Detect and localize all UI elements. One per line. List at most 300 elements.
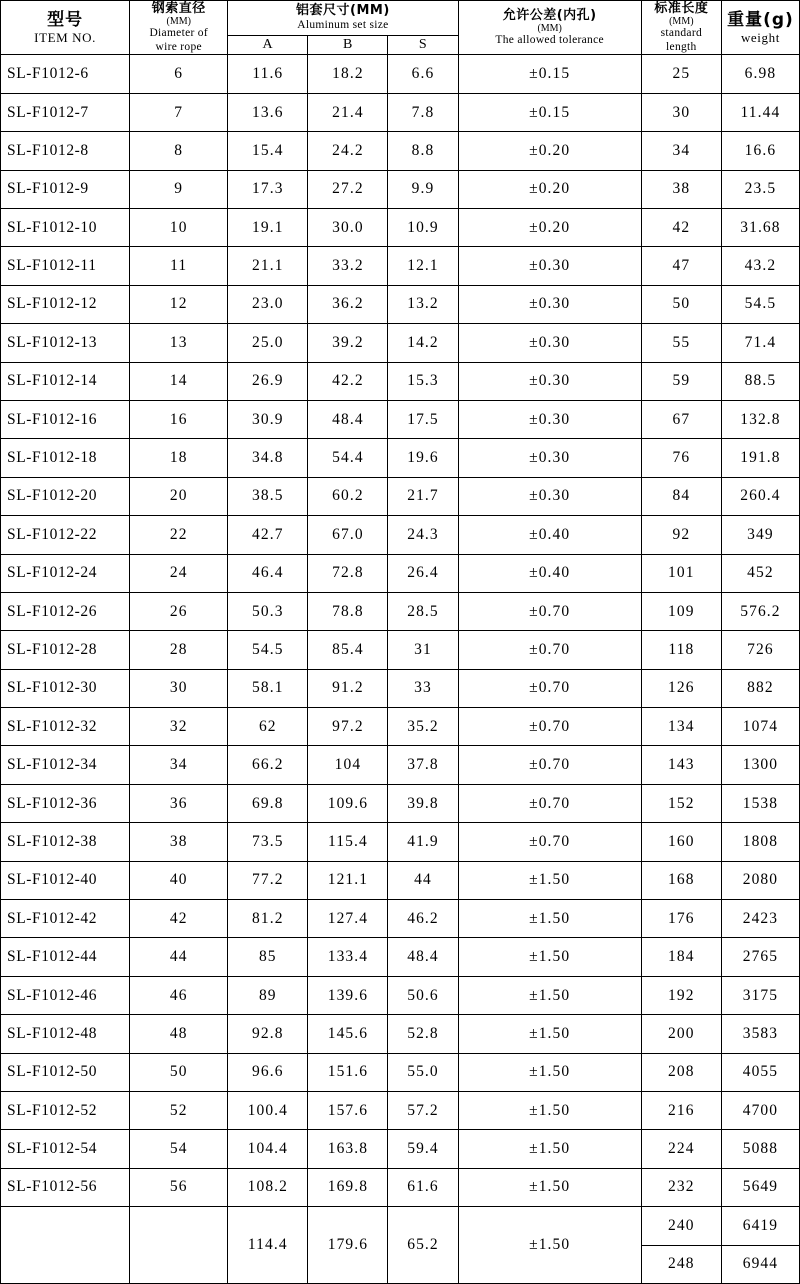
cell-dim-b: 67.0: [308, 516, 388, 554]
cell-dim-b: 179.6: [308, 1207, 388, 1284]
cell-item-no: SL-F1012-13: [1, 324, 130, 362]
cell-tolerance: ±0.70: [458, 669, 641, 707]
cell-dim-b: 78.8: [308, 592, 388, 630]
cell-wire-diameter: 56: [130, 1168, 228, 1206]
cell-item-no: SL-F1012-40: [1, 861, 130, 899]
cell-tolerance: ±1.50: [458, 1015, 641, 1053]
cell-item-no: SL-F1012-42: [1, 900, 130, 938]
cell-standard-length: 184: [641, 938, 721, 976]
cell-wire-diameter: 12: [130, 285, 228, 323]
cell-dim-s: 48.4: [388, 938, 458, 976]
cell-dim-a: 42.7: [228, 516, 308, 554]
cell-wire-diameter: 22: [130, 516, 228, 554]
cell-item-no: SL-F1012-50: [1, 1053, 130, 1091]
header-dim-b: B: [308, 35, 388, 55]
cell-wire-diameter: 24: [130, 554, 228, 592]
cell-dim-a: 25.0: [228, 324, 308, 362]
header-dim-s: S: [388, 35, 458, 55]
cell-standard-length: 192: [641, 976, 721, 1014]
cell-tolerance: ±0.70: [458, 784, 641, 822]
cell-wire-diameter: 38: [130, 823, 228, 861]
cell-weight: 260.4: [721, 477, 799, 515]
cell-dim-a: 104.4: [228, 1130, 308, 1168]
cell-dim-s: 41.9: [388, 823, 458, 861]
table-row: [1, 708, 800, 746]
cell-item-no: SL-F1012-26: [1, 592, 130, 630]
cell-tolerance: ±0.15: [458, 55, 641, 93]
cell-tolerance: ±0.70: [458, 708, 641, 746]
cell-standard-length: 134: [641, 708, 721, 746]
cell-wire-diameter: 34: [130, 746, 228, 784]
cell-dim-b: 121.1: [308, 861, 388, 899]
cell-standard-length: 50: [641, 285, 721, 323]
cell-weight: 54.5: [721, 285, 799, 323]
cell-item-no: SL-F1012-32: [1, 708, 130, 746]
cell-wire-diameter: 42: [130, 900, 228, 938]
cell-standard-length: 248: [641, 1245, 721, 1283]
header-item-no-en: ITEM NO.: [34, 29, 96, 45]
header-tolerance: [458, 1, 641, 55]
cell-dim-b: 72.8: [308, 554, 388, 592]
header-dim-a: A: [228, 35, 308, 55]
cell-weight: 43.2: [721, 247, 799, 285]
cell-dim-a: 38.5: [228, 477, 308, 515]
table-row: [1, 170, 800, 208]
cell-wire-diameter: 36: [130, 784, 228, 822]
cell-dim-b: 104: [308, 746, 388, 784]
cell-dim-s: 39.8: [388, 784, 458, 822]
cell-dim-a: 69.8: [228, 784, 308, 822]
cell-dim-s: 33: [388, 669, 458, 707]
cell-weight: 23.5: [721, 170, 799, 208]
cell-standard-length: 200: [641, 1015, 721, 1053]
table-row: [1, 1092, 800, 1130]
cell-dim-b: 109.6: [308, 784, 388, 822]
cell-weight: 3583: [721, 1015, 799, 1053]
cell-tolerance: ±0.30: [458, 285, 641, 323]
cell-standard-length: 240: [641, 1207, 721, 1245]
cell-item-no: SL-F1012-28: [1, 631, 130, 669]
cell-item-no: SL-F1012-54: [1, 1130, 130, 1168]
cell-item-no: SL-F1012-18: [1, 439, 130, 477]
table-row: [1, 631, 800, 669]
cell-standard-length: 160: [641, 823, 721, 861]
cell-standard-length: 30: [641, 93, 721, 131]
cell-wire-diameter: 26: [130, 592, 228, 630]
cell-dim-s: 59.4: [388, 1130, 458, 1168]
cell-standard-length: 232: [641, 1168, 721, 1206]
table-row: [1, 823, 800, 861]
cell-wire-diameter: 10: [130, 209, 228, 247]
cell-dim-b: 30.0: [308, 209, 388, 247]
cell-item-no: SL-F1012-14: [1, 362, 130, 400]
cell-dim-a: 46.4: [228, 554, 308, 592]
cell-tolerance: ±0.70: [458, 631, 641, 669]
cell-dim-b: 27.2: [308, 170, 388, 208]
cell-weight: 2423: [721, 900, 799, 938]
cell-item-no: SL-F1012-8: [1, 132, 130, 170]
table-row: [1, 1053, 800, 1091]
cell-tolerance: ±1.50: [458, 1207, 641, 1284]
cell-weight: 452: [721, 554, 799, 592]
cell-tolerance: ±1.50: [458, 1168, 641, 1206]
cell-tolerance: ±0.70: [458, 746, 641, 784]
cell-standard-length: 143: [641, 746, 721, 784]
cell-wire-diameter: 16: [130, 400, 228, 438]
cell-dim-s: 24.3: [388, 516, 458, 554]
cell-tolerance: ±0.40: [458, 516, 641, 554]
cell-dim-a: 21.1: [228, 247, 308, 285]
cell-dim-a: 15.4: [228, 132, 308, 170]
cell-dim-a: 30.9: [228, 400, 308, 438]
cell-dim-s: 31: [388, 631, 458, 669]
cell-dim-b: 85.4: [308, 631, 388, 669]
cell-dim-s: 37.8: [388, 746, 458, 784]
cell-dim-b: 33.2: [308, 247, 388, 285]
cell-weight: 576.2: [721, 592, 799, 630]
cell-standard-length: 67: [641, 400, 721, 438]
cell-standard-length: 101: [641, 554, 721, 592]
header-wire-diameter: [130, 1, 228, 55]
header-wire-diameter-en2: wire rope: [155, 40, 202, 53]
table-row: [1, 1130, 800, 1168]
cell-tolerance: ±0.20: [458, 170, 641, 208]
cell-item-no: SL-F1012-6: [1, 55, 130, 93]
table-row: [1, 55, 800, 93]
cell-item-no: SL-F1012-12: [1, 285, 130, 323]
table-row: [1, 554, 800, 592]
cell-dim-b: 24.2: [308, 132, 388, 170]
cell-wire-diameter: 54: [130, 1130, 228, 1168]
header-weight-en: weight: [740, 29, 780, 45]
cell-item-no: SL-F1012-36: [1, 784, 130, 822]
cell-dim-a: 96.6: [228, 1053, 308, 1091]
cell-dim-s: 52.8: [388, 1015, 458, 1053]
cell-dim-s: 19.6: [388, 439, 458, 477]
cell-tolerance: ±0.30: [458, 362, 641, 400]
table-row: [1, 900, 800, 938]
cell-weight: 6.98: [721, 55, 799, 93]
cell-standard-length: 216: [641, 1092, 721, 1130]
cell-weight: 5088: [721, 1130, 799, 1168]
cell-wire-diameter: 9: [130, 170, 228, 208]
cell-item-no: SL-F1012-44: [1, 938, 130, 976]
header-tolerance-cn: 允许公差(内孔): [502, 7, 597, 23]
cell-dim-a: 100.4: [228, 1092, 308, 1130]
cell-weight: 4055: [721, 1053, 799, 1091]
table-row: [1, 1015, 800, 1053]
table-row: [1, 976, 800, 1014]
table-row: [1, 746, 800, 784]
table-row: [1, 362, 800, 400]
cell-weight: 1300: [721, 746, 799, 784]
cell-standard-length: 126: [641, 669, 721, 707]
cell-dim-b: 139.6: [308, 976, 388, 1014]
cell-dim-a: 19.1: [228, 209, 308, 247]
cell-dim-a: 66.2: [228, 746, 308, 784]
table-row: [1, 247, 800, 285]
cell-dim-a: 85: [228, 938, 308, 976]
header-standard-length-unit: (MM): [669, 16, 694, 28]
cell-dim-a: 73.5: [228, 823, 308, 861]
cell-dim-b: 21.4: [308, 93, 388, 131]
cell-tolerance: ±0.70: [458, 823, 641, 861]
cell-standard-length: 208: [641, 1053, 721, 1091]
header-weight-cn: 重量(g): [727, 9, 794, 30]
cell-tolerance: ±0.30: [458, 247, 641, 285]
cell-standard-length: 47: [641, 247, 721, 285]
cell-dim-b: 48.4: [308, 400, 388, 438]
cell-wire-diameter: 20: [130, 477, 228, 515]
cell-dim-a: 11.6: [228, 55, 308, 93]
cell-dim-b: 60.2: [308, 477, 388, 515]
cell-dim-b: 115.4: [308, 823, 388, 861]
cell-item-no: SL-F1012-11: [1, 247, 130, 285]
cell-standard-length: 118: [641, 631, 721, 669]
cell-dim-a: 81.2: [228, 900, 308, 938]
cell-wire-diameter: 32: [130, 708, 228, 746]
cell-dim-a: 89: [228, 976, 308, 1014]
cell-standard-length: 25: [641, 55, 721, 93]
cell-item-no: [1, 1207, 130, 1284]
table-row: [1, 477, 800, 515]
header-standard-length-en1: standard: [660, 27, 702, 40]
cell-item-no: SL-F1012-16: [1, 400, 130, 438]
cell-dim-s: 28.5: [388, 592, 458, 630]
cell-weight: 191.8: [721, 439, 799, 477]
cell-dim-b: 18.2: [308, 55, 388, 93]
cell-weight: 71.4: [721, 324, 799, 362]
header-aluminum-set-size-en: Aluminum set size: [297, 18, 389, 31]
cell-tolerance: ±1.50: [458, 900, 641, 938]
cell-weight: 1808: [721, 823, 799, 861]
cell-dim-s: 8.8: [388, 132, 458, 170]
cell-weight: 882: [721, 669, 799, 707]
cell-dim-b: 157.6: [308, 1092, 388, 1130]
header-tolerance-en: The allowed tolerance: [495, 34, 604, 47]
cell-item-no: SL-F1012-30: [1, 669, 130, 707]
cell-tolerance: ±0.30: [458, 477, 641, 515]
cell-standard-length: 92: [641, 516, 721, 554]
cell-dim-s: 7.8: [388, 93, 458, 131]
cell-standard-length: 55: [641, 324, 721, 362]
cell-tolerance: ±0.30: [458, 324, 641, 362]
cell-dim-a: 23.0: [228, 285, 308, 323]
cell-weight: 16.6: [721, 132, 799, 170]
cell-tolerance: ±1.50: [458, 861, 641, 899]
table-row: [1, 285, 800, 323]
cell-wire-diameter: 13: [130, 324, 228, 362]
cell-wire-diameter: 50: [130, 1053, 228, 1091]
cell-dim-s: 26.4: [388, 554, 458, 592]
cell-dim-s: 6.6: [388, 55, 458, 93]
table-row: [1, 516, 800, 554]
cell-weight: 6419: [721, 1207, 799, 1245]
cell-dim-b: 39.2: [308, 324, 388, 362]
cell-dim-s: 55.0: [388, 1053, 458, 1091]
cell-weight: 1538: [721, 784, 799, 822]
table-header: [1, 1, 800, 55]
header-tolerance-unit: (MM): [537, 23, 562, 35]
cell-item-no: SL-F1012-7: [1, 93, 130, 131]
table-row: [1, 938, 800, 976]
cell-item-no: SL-F1012-56: [1, 1168, 130, 1206]
table-row: [1, 592, 800, 630]
table-row: [1, 324, 800, 362]
cell-weight: 726: [721, 631, 799, 669]
table-row: [1, 1168, 800, 1206]
table-row: [1, 209, 800, 247]
cell-standard-length: 76: [641, 439, 721, 477]
cell-tolerance: ±0.20: [458, 132, 641, 170]
cell-weight: 4700: [721, 1092, 799, 1130]
cell-dim-b: 127.4: [308, 900, 388, 938]
cell-dim-s: 35.2: [388, 708, 458, 746]
cell-weight: 11.44: [721, 93, 799, 131]
cell-dim-a: 34.8: [228, 439, 308, 477]
cell-wire-diameter: 40: [130, 861, 228, 899]
cell-dim-s: 15.3: [388, 362, 458, 400]
cell-tolerance: ±0.15: [458, 93, 641, 131]
cell-standard-length: 84: [641, 477, 721, 515]
header-row-main: [1, 1, 800, 36]
cell-dim-a: 54.5: [228, 631, 308, 669]
cell-dim-a: 77.2: [228, 861, 308, 899]
cell-standard-length: 38: [641, 170, 721, 208]
cell-dim-b: 36.2: [308, 285, 388, 323]
cell-weight: 132.8: [721, 400, 799, 438]
cell-tolerance: ±1.50: [458, 1130, 641, 1168]
cell-dim-b: 54.4: [308, 439, 388, 477]
cell-dim-s: 61.6: [388, 1168, 458, 1206]
cell-dim-a: 92.8: [228, 1015, 308, 1053]
cell-dim-b: 91.2: [308, 669, 388, 707]
cell-tolerance: ±0.70: [458, 592, 641, 630]
header-item-no-cn: 型号: [47, 9, 84, 30]
header-weight: [721, 1, 799, 55]
cell-dim-a: 62: [228, 708, 308, 746]
cell-item-no: SL-F1012-46: [1, 976, 130, 1014]
cell-dim-a: 17.3: [228, 170, 308, 208]
table-row-merged: [1, 1207, 800, 1245]
header-wire-diameter-en1: Diameter of: [149, 27, 208, 40]
cell-dim-b: 145.6: [308, 1015, 388, 1053]
cell-dim-s: 13.2: [388, 285, 458, 323]
cell-wire-diameter: 46: [130, 976, 228, 1014]
cell-tolerance: ±1.50: [458, 938, 641, 976]
cell-standard-length: 152: [641, 784, 721, 822]
cell-item-no: SL-F1012-38: [1, 823, 130, 861]
cell-item-no: SL-F1012-24: [1, 554, 130, 592]
cell-dim-s: 44: [388, 861, 458, 899]
cell-dim-s: 14.2: [388, 324, 458, 362]
header-standard-length: [641, 1, 721, 55]
cell-weight: 6944: [721, 1245, 799, 1283]
header-wire-diameter-cn: 钢索直径: [151, 1, 206, 16]
cell-wire-diameter: [130, 1207, 228, 1284]
cell-wire-diameter: 30: [130, 669, 228, 707]
cell-wire-diameter: 14: [130, 362, 228, 400]
cell-dim-a: 50.3: [228, 592, 308, 630]
cell-weight: 349: [721, 516, 799, 554]
table-row: [1, 669, 800, 707]
cell-dim-a: 58.1: [228, 669, 308, 707]
cell-wire-diameter: 52: [130, 1092, 228, 1130]
cell-dim-b: 42.2: [308, 362, 388, 400]
cell-tolerance: ±0.30: [458, 400, 641, 438]
table-row: [1, 784, 800, 822]
cell-tolerance: ±0.40: [458, 554, 641, 592]
cell-weight: 3175: [721, 976, 799, 1014]
cell-item-no: SL-F1012-22: [1, 516, 130, 554]
table-row: [1, 861, 800, 899]
cell-wire-diameter: 28: [130, 631, 228, 669]
cell-dim-s: 9.9: [388, 170, 458, 208]
cell-standard-length: 42: [641, 209, 721, 247]
cell-weight: 88.5: [721, 362, 799, 400]
cell-item-no: SL-F1012-9: [1, 170, 130, 208]
cell-dim-s: 10.9: [388, 209, 458, 247]
cell-weight: 2765: [721, 938, 799, 976]
cell-dim-b: 97.2: [308, 708, 388, 746]
cell-standard-length: 224: [641, 1130, 721, 1168]
cell-wire-diameter: 44: [130, 938, 228, 976]
cell-dim-s: 12.1: [388, 247, 458, 285]
cell-dim-a: 26.9: [228, 362, 308, 400]
cell-standard-length: 34: [641, 132, 721, 170]
header-standard-length-en2: length: [666, 40, 697, 53]
table-row: [1, 439, 800, 477]
cell-dim-a: 114.4: [228, 1207, 308, 1284]
cell-dim-a: 108.2: [228, 1168, 308, 1206]
cell-weight: 5649: [721, 1168, 799, 1206]
table-row: [1, 400, 800, 438]
table-row: [1, 93, 800, 131]
cell-dim-s: 57.2: [388, 1092, 458, 1130]
cell-tolerance: ±0.30: [458, 439, 641, 477]
cell-dim-s: 46.2: [388, 900, 458, 938]
cell-wire-diameter: 8: [130, 132, 228, 170]
cell-dim-b: 163.8: [308, 1130, 388, 1168]
header-wire-diameter-unit: (MM): [166, 16, 191, 28]
cell-item-no: SL-F1012-20: [1, 477, 130, 515]
cell-standard-length: 168: [641, 861, 721, 899]
cell-tolerance: ±1.50: [458, 1053, 641, 1091]
cell-tolerance: ±1.50: [458, 976, 641, 1014]
header-standard-length-cn: 标准长度: [654, 1, 709, 16]
cell-dim-s: 21.7: [388, 477, 458, 515]
cell-standard-length: 176: [641, 900, 721, 938]
cell-wire-diameter: 11: [130, 247, 228, 285]
table-row: [1, 132, 800, 170]
cell-wire-diameter: 18: [130, 439, 228, 477]
cell-wire-diameter: 6: [130, 55, 228, 93]
cell-item-no: SL-F1012-52: [1, 1092, 130, 1130]
cell-item-no: SL-F1012-10: [1, 209, 130, 247]
header-aluminum-set-size: [228, 1, 458, 36]
cell-wire-diameter: 7: [130, 93, 228, 131]
header-aluminum-set-size-cn: 铝套尺寸(MM): [296, 3, 390, 19]
cell-weight: 1074: [721, 708, 799, 746]
cell-weight: 31.68: [721, 209, 799, 247]
cell-tolerance: ±1.50: [458, 1092, 641, 1130]
cell-dim-s: 17.5: [388, 400, 458, 438]
cell-standard-length: 109: [641, 592, 721, 630]
header-item-no: [1, 1, 130, 55]
cell-dim-b: 133.4: [308, 938, 388, 976]
cell-dim-b: 169.8: [308, 1168, 388, 1206]
cell-dim-b: 151.6: [308, 1053, 388, 1091]
